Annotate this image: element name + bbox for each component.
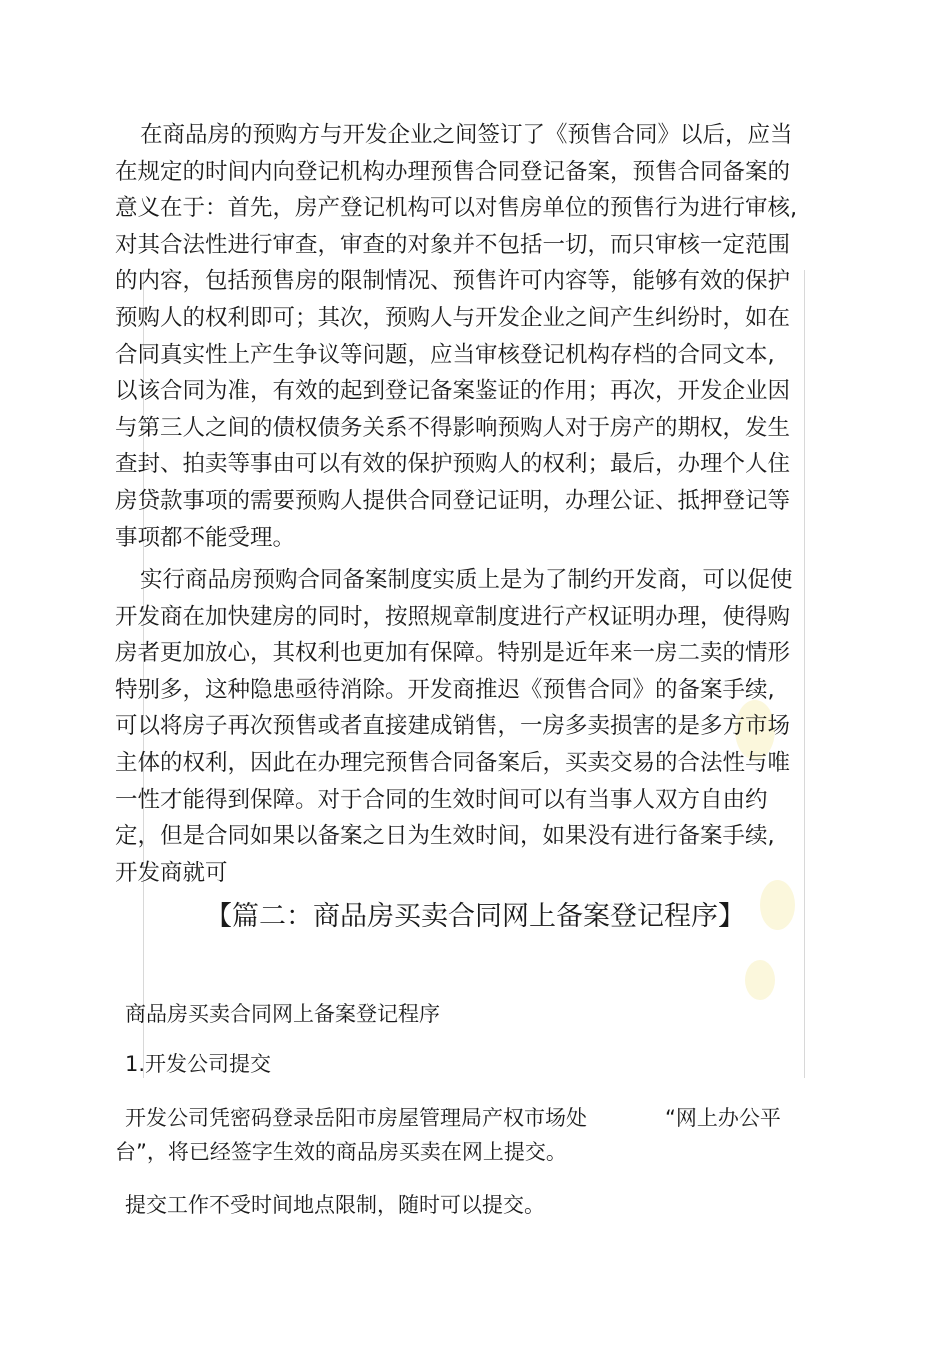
paragraph-line: 意义在于：首先，房产登记机构可以对售房单位的预售行为进行审核, [115,195,798,222]
step-1-body-line-1-end: “网上办公平 [665,1106,781,1130]
paragraph-line: 开发商在加快建房的同时，按照规章制度进行产权证明办理，使得购 [115,603,791,630]
paragraph-line: 预购人的权利即可；其次，预购人与开发企业之间产生纠纷时，如在 [115,304,791,331]
paragraph-line: 以该合同为准，有效的起到登记备案鉴证的作用；再次，开发企业因 [115,378,791,405]
paragraph-line: 定，但是合同如果以备案之日为生效时间，如果没有进行备案手续, [115,823,775,850]
paragraph-1 [115,117,798,556]
step-1-title: 1.开发公司提交 [125,1052,272,1076]
step-1-body-line-2: 台”，将已经签字生效的商品房买卖在网上提交。 [115,1140,567,1164]
paragraph-line: 合同真实性上产生争议等问题，应当审核登记机构存档的合同文本, [115,341,775,368]
paragraph-line: 对其合法性进行审查，审查的对象并不包括一切，而只审核一定范围 [115,231,791,258]
subtitle: 商品房买卖合同网上备案登记程序 [125,1002,440,1026]
section-heading: 【篇二：商品房买卖合同网上备案登记程序】 [205,901,745,932]
step-1-body-line-1: 开发公司凭密码登录岳阳市房屋管理局产权市场处 [125,1106,587,1130]
paragraph-line: 实行商品房预购合同备案制度实质上是为了制约开发商，可以促使 [140,567,793,593]
note-text: 提交工作不受时间地点限制，随时可以提交。 [125,1193,545,1217]
background-speck [745,960,775,1000]
paragraph-line: 开发商就可 [115,859,228,886]
paragraph-line: 房贷款事项的需要预购人提供合同登记证明，办理公证、抵押登记等 [115,487,791,514]
paragraph-line: 可以将房子再次预售或者直接建成销售，一房多卖损害的是多方市场 [115,713,791,740]
paragraph-line: 主体的权利，因此在办理完预售合同备案后，买卖交易的合法性与唯 [115,749,791,776]
paragraph-line: 与第三人之间的债权债务关系不得影响预购人对于房产的期权，发生 [115,414,791,441]
paragraph-line: 查封、拍卖等事由可以有效的保护预购人的权利；最后，办理个人住 [115,451,791,478]
paragraph-line: 特别多，这种隐患亟待消除。开发商推迟《预售合同》的备案手续, [115,676,775,703]
paragraph-line: 在规定的时间内向登记机构办理预售合同登记备案，预售合同备案的 [115,158,791,185]
paragraph-line: 事项都不能受理。 [115,524,296,551]
paragraph-line: 一性才能得到保障。对于合同的生效时间可以有当事人双方自由约 [115,786,768,813]
paragraph-line: 在商品房的预购方与开发企业之间签订了《预售合同》以后，应当 [140,122,793,148]
paragraph-2 [115,562,793,891]
paragraph-line: 房者更加放心，其权利也更加有保障。特别是近年来一房二卖的情形 [115,640,791,667]
paragraph-line: 的内容，包括预售房的限制情况、预售许可内容等，能够有效的保护 [115,268,791,295]
